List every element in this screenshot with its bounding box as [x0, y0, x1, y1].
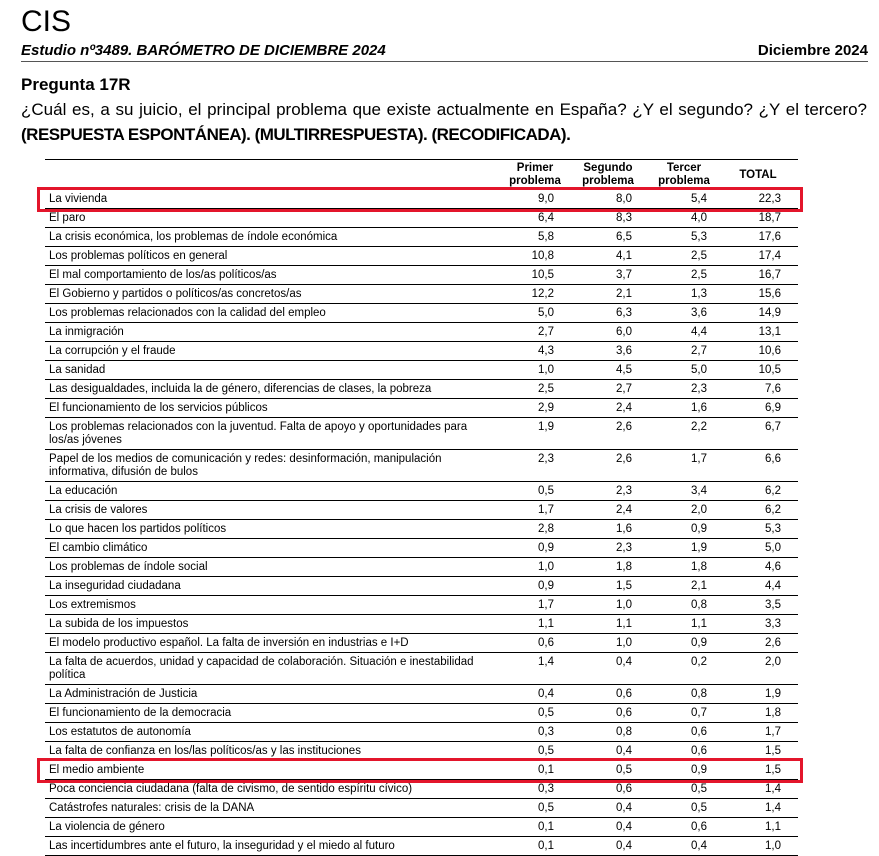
- value-segundo: 6,3: [616, 307, 632, 319]
- value-segundo: 8,3: [616, 212, 632, 224]
- row-label: La Administración de Justicia: [49, 688, 198, 700]
- value-tercer: 0,6: [691, 821, 707, 833]
- study-title: Estudio nº3489. BARÓMETRO DE DICIEMBRE 2024: [21, 42, 386, 59]
- value-total: 14,9: [758, 307, 781, 319]
- table-row: [45, 380, 798, 399]
- table-row: [45, 520, 798, 539]
- table-row: [45, 615, 798, 634]
- value-primer: 2,5: [538, 383, 554, 395]
- value-primer: 1,1: [538, 618, 554, 630]
- row-label: La inmigración: [49, 326, 124, 338]
- value-total: 4,4: [765, 580, 781, 592]
- table-row: [45, 577, 798, 596]
- value-segundo: 2,1: [616, 288, 632, 300]
- value-tercer: 2,1: [691, 580, 707, 592]
- table-row: [45, 780, 798, 799]
- table-row: [45, 837, 798, 856]
- value-total: 2,0: [765, 656, 781, 668]
- value-total: 1,4: [765, 802, 781, 814]
- row-label: Los problemas relacionados con la juventud. Falta de apoyo y oportunidades para los/as jóvenes: [49, 421, 468, 446]
- value-segundo: 1,8: [616, 561, 632, 573]
- value-total: 18,7: [758, 212, 781, 224]
- value-total: 1,5: [765, 764, 781, 776]
- row-label: El funcionamiento de los servicios públicos: [49, 402, 268, 414]
- row-label: El paro: [49, 212, 86, 224]
- value-primer: 0,6: [538, 637, 554, 649]
- value-tercer: 1,9: [691, 542, 707, 554]
- value-segundo: 1,0: [616, 599, 632, 611]
- table-row: [45, 818, 798, 837]
- value-primer: 10,8: [531, 250, 554, 262]
- value-tercer: 0,5: [691, 802, 707, 814]
- value-tercer: 2,7: [691, 345, 707, 357]
- table-row: [45, 685, 798, 704]
- row-label: Las incertidumbres ante el futuro, la inseguridad y el miedo al futuro: [49, 840, 395, 852]
- question-title: Pregunta 17R: [21, 75, 131, 94]
- value-total: 5,0: [765, 542, 781, 554]
- cis-brand: CIS: [21, 5, 72, 38]
- value-segundo: 0,8: [616, 726, 632, 738]
- value-total: 4,6: [765, 561, 781, 573]
- value-segundo: 0,5: [616, 764, 632, 776]
- value-primer: 0,5: [538, 707, 554, 719]
- value-segundo: 2,4: [616, 402, 632, 414]
- value-tercer: 1,7: [691, 453, 707, 465]
- value-tercer: 0,9: [691, 764, 707, 776]
- value-primer: 0,3: [538, 783, 554, 795]
- table-row: [45, 361, 798, 380]
- value-segundo: 0,4: [616, 656, 632, 668]
- value-primer: 5,0: [538, 307, 554, 319]
- value-segundo: 1,5: [616, 580, 632, 592]
- value-tercer: 1,8: [691, 561, 707, 573]
- study-date: Diciembre 2024: [757, 42, 868, 59]
- value-tercer: 4,4: [691, 326, 707, 338]
- value-tercer: 3,6: [691, 307, 707, 319]
- value-segundo: 1,1: [616, 618, 632, 630]
- value-primer: 0,9: [538, 542, 554, 554]
- table-row: [45, 501, 798, 520]
- row-label: Los estatutos de autonomía: [49, 726, 191, 738]
- value-tercer: 2,5: [691, 250, 707, 262]
- row-label: Los problemas políticos en general: [49, 250, 228, 262]
- value-total: 1,1: [765, 821, 781, 833]
- value-segundo: 6,5: [616, 231, 632, 243]
- value-segundo: 0,6: [616, 707, 632, 719]
- table-row: [45, 723, 798, 742]
- table-row: [45, 304, 798, 323]
- column-header-tercer: Tercer problema: [658, 162, 710, 187]
- table-row: [45, 450, 798, 482]
- table-row: [45, 399, 798, 418]
- table-row: [45, 247, 798, 266]
- row-label: La crisis de valores: [49, 504, 148, 516]
- value-primer: 1,7: [538, 504, 554, 516]
- table-row: [45, 266, 798, 285]
- value-primer: 4,3: [538, 345, 554, 357]
- value-primer: 2,9: [538, 402, 554, 414]
- value-tercer: 5,0: [691, 364, 707, 376]
- value-tercer: 0,5: [691, 783, 707, 795]
- value-segundo: 4,1: [616, 250, 632, 262]
- value-tercer: 0,6: [691, 745, 707, 757]
- row-label: La falta de confianza en los/las políticos/as y las instituciones: [49, 745, 361, 757]
- value-primer: 2,3: [538, 453, 554, 465]
- table-header: [45, 160, 798, 188]
- value-tercer: 0,6: [691, 726, 707, 738]
- row-label: La vivienda: [49, 193, 108, 205]
- value-segundo: 2,7: [616, 383, 632, 395]
- table-body: [45, 190, 798, 856]
- row-label: Las desigualdades, incluida la de género, diferencias de clases, la pobreza: [49, 383, 432, 395]
- value-primer: 2,8: [538, 523, 554, 535]
- value-total: 15,6: [758, 288, 781, 300]
- value-total: 5,3: [765, 523, 781, 535]
- value-total: 6,7: [765, 421, 781, 433]
- value-tercer: 1,6: [691, 402, 707, 414]
- header-divider: [21, 61, 868, 62]
- value-total: 10,6: [758, 345, 781, 357]
- row-label: Catástrofes naturales: crisis de la DANA: [49, 802, 255, 814]
- value-segundo: 6,0: [616, 326, 632, 338]
- value-total: 6,2: [765, 504, 781, 516]
- row-label: Lo que hacen los partidos políticos: [49, 523, 227, 535]
- table-row: [45, 742, 798, 761]
- row-label: La educación: [49, 485, 118, 497]
- value-segundo: 2,3: [616, 485, 632, 497]
- value-total: 13,1: [758, 326, 781, 338]
- value-total: 2,6: [765, 637, 781, 649]
- row-label: La subida de los impuestos: [49, 618, 189, 630]
- table-row: [45, 323, 798, 342]
- value-primer: 1,4: [538, 656, 554, 668]
- value-tercer: 4,0: [691, 212, 707, 224]
- value-segundo: 3,6: [616, 345, 632, 357]
- row-label: Poca conciencia ciudadana (falta de civismo, de sentido espíritu cívico): [49, 783, 413, 795]
- table-row: [45, 209, 798, 228]
- value-tercer: 1,3: [691, 288, 707, 300]
- value-tercer: 0,8: [691, 599, 707, 611]
- value-total: 22,3: [758, 193, 781, 205]
- value-segundo: 2,6: [616, 421, 632, 433]
- column-header-total: TOTAL: [739, 169, 777, 181]
- question-text: ¿Cuál es, a su juicio, el principal problema que existe actualmente en España? ¿Y el segundo? ¿Y el tercero?: [21, 100, 867, 119]
- value-primer: 1,0: [538, 364, 554, 376]
- value-tercer: 0,8: [691, 688, 707, 700]
- value-segundo: 1,0: [616, 637, 632, 649]
- value-segundo: 0,4: [616, 821, 632, 833]
- value-total: 1,4: [765, 783, 781, 795]
- table-row: [45, 704, 798, 723]
- table-row: [45, 653, 798, 685]
- value-primer: 5,8: [538, 231, 554, 243]
- value-segundo: 0,4: [616, 802, 632, 814]
- value-segundo: 4,5: [616, 364, 632, 376]
- value-segundo: 2,4: [616, 504, 632, 516]
- value-primer: 2,7: [538, 326, 554, 338]
- value-tercer: 5,3: [691, 231, 707, 243]
- value-tercer: 5,4: [691, 193, 707, 205]
- value-total: 1,8: [765, 707, 781, 719]
- table-row: [45, 418, 798, 450]
- value-primer: 1,7: [538, 599, 554, 611]
- value-primer: 0,9: [538, 580, 554, 592]
- table-row: [45, 342, 798, 361]
- value-total: 1,5: [765, 745, 781, 757]
- row-label: El Gobierno y partidos o políticos/as concretos/as: [49, 288, 302, 300]
- row-label: El modelo productivo español. La falta de inversión en industrias e I+D: [49, 637, 409, 649]
- row-label: Papel de los medios de comunicación y redes: desinformación, manipulación informativa, difusión de bulos: [49, 453, 442, 478]
- row-label: La violencia de género: [49, 821, 165, 833]
- value-total: 1,9: [765, 688, 781, 700]
- value-total: 10,5: [758, 364, 781, 376]
- row-label: La inseguridad ciudadana: [49, 580, 181, 592]
- column-header-segundo: Segundo problema: [582, 162, 634, 187]
- value-tercer: 0,9: [691, 637, 707, 649]
- value-total: 3,5: [765, 599, 781, 611]
- value-primer: 0,3: [538, 726, 554, 738]
- value-total: 6,2: [765, 485, 781, 497]
- value-total: 6,6: [765, 453, 781, 465]
- row-label: Los problemas de índole social: [49, 561, 208, 573]
- row-label: El medio ambiente: [49, 764, 145, 776]
- value-segundo: 3,7: [616, 269, 632, 281]
- row-label: La sanidad: [49, 364, 106, 376]
- value-primer: 9,0: [538, 193, 554, 205]
- value-tercer: 0,2: [691, 656, 707, 668]
- row-label: La corrupción y el fraude: [49, 345, 176, 357]
- row-label: Los problemas relacionados con la calidad del empleo: [49, 307, 326, 319]
- value-segundo: 2,6: [616, 453, 632, 465]
- table-row: [45, 539, 798, 558]
- value-total: 1,0: [765, 840, 781, 852]
- value-segundo: 0,4: [616, 840, 632, 852]
- value-tercer: 0,4: [691, 840, 707, 852]
- value-total: 6,9: [765, 402, 781, 414]
- value-total: 1,7: [765, 726, 781, 738]
- value-primer: 0,1: [538, 840, 554, 852]
- value-tercer: 3,4: [691, 485, 707, 497]
- value-primer: 0,1: [538, 764, 554, 776]
- value-primer: 10,5: [531, 269, 554, 281]
- value-primer: 0,5: [538, 485, 554, 497]
- table-row: [45, 634, 798, 653]
- row-label: La crisis económica, los problemas de índole económica: [49, 231, 338, 243]
- value-segundo: 1,6: [616, 523, 632, 535]
- row-label: Los extremismos: [49, 599, 136, 611]
- value-total: 7,6: [765, 383, 781, 395]
- value-primer: 12,2: [531, 288, 554, 300]
- row-label: El mal comportamiento de los/as políticos/as: [49, 269, 277, 281]
- table-row: [45, 761, 798, 780]
- value-tercer: 1,1: [691, 618, 707, 630]
- value-primer: 0,5: [538, 802, 554, 814]
- value-segundo: 8,0: [616, 193, 632, 205]
- row-label: El cambio climático: [49, 542, 148, 554]
- value-primer: 1,9: [538, 421, 554, 433]
- value-segundo: 0,6: [616, 688, 632, 700]
- value-tercer: 2,5: [691, 269, 707, 281]
- value-primer: 0,5: [538, 745, 554, 757]
- value-segundo: 0,6: [616, 783, 632, 795]
- value-primer: 0,1: [538, 821, 554, 833]
- table-row: [45, 190, 798, 209]
- value-total: 16,7: [758, 269, 781, 281]
- value-segundo: 0,4: [616, 745, 632, 757]
- results-table: [45, 159, 798, 856]
- value-tercer: 2,3: [691, 383, 707, 395]
- value-total: 17,4: [758, 250, 781, 262]
- value-primer: 1,0: [538, 561, 554, 573]
- value-total: 3,3: [765, 618, 781, 630]
- value-tercer: 2,0: [691, 504, 707, 516]
- table-row: [45, 285, 798, 304]
- row-label: La falta de acuerdos, unidad y capacidad de colaboración. Situación e inestabilidad política: [49, 656, 474, 681]
- value-tercer: 0,7: [691, 707, 707, 719]
- value-tercer: 2,2: [691, 421, 707, 433]
- table-row: [45, 228, 798, 247]
- value-primer: 6,4: [538, 212, 554, 224]
- table-row: [45, 799, 798, 818]
- table-row: [45, 482, 798, 501]
- value-primer: 0,4: [538, 688, 554, 700]
- question-notes: (RESPUESTA ESPONTÁNEA). (MULTIRRESPUESTA). (RECODIFICADA).: [21, 125, 571, 144]
- column-header-primer: Primer problema: [509, 162, 561, 187]
- table-row: [45, 596, 798, 615]
- row-label: El funcionamiento de la democracia: [49, 707, 232, 719]
- value-segundo: 2,3: [616, 542, 632, 554]
- table-row: [45, 558, 798, 577]
- value-tercer: 0,9: [691, 523, 707, 535]
- value-total: 17,6: [758, 231, 781, 243]
